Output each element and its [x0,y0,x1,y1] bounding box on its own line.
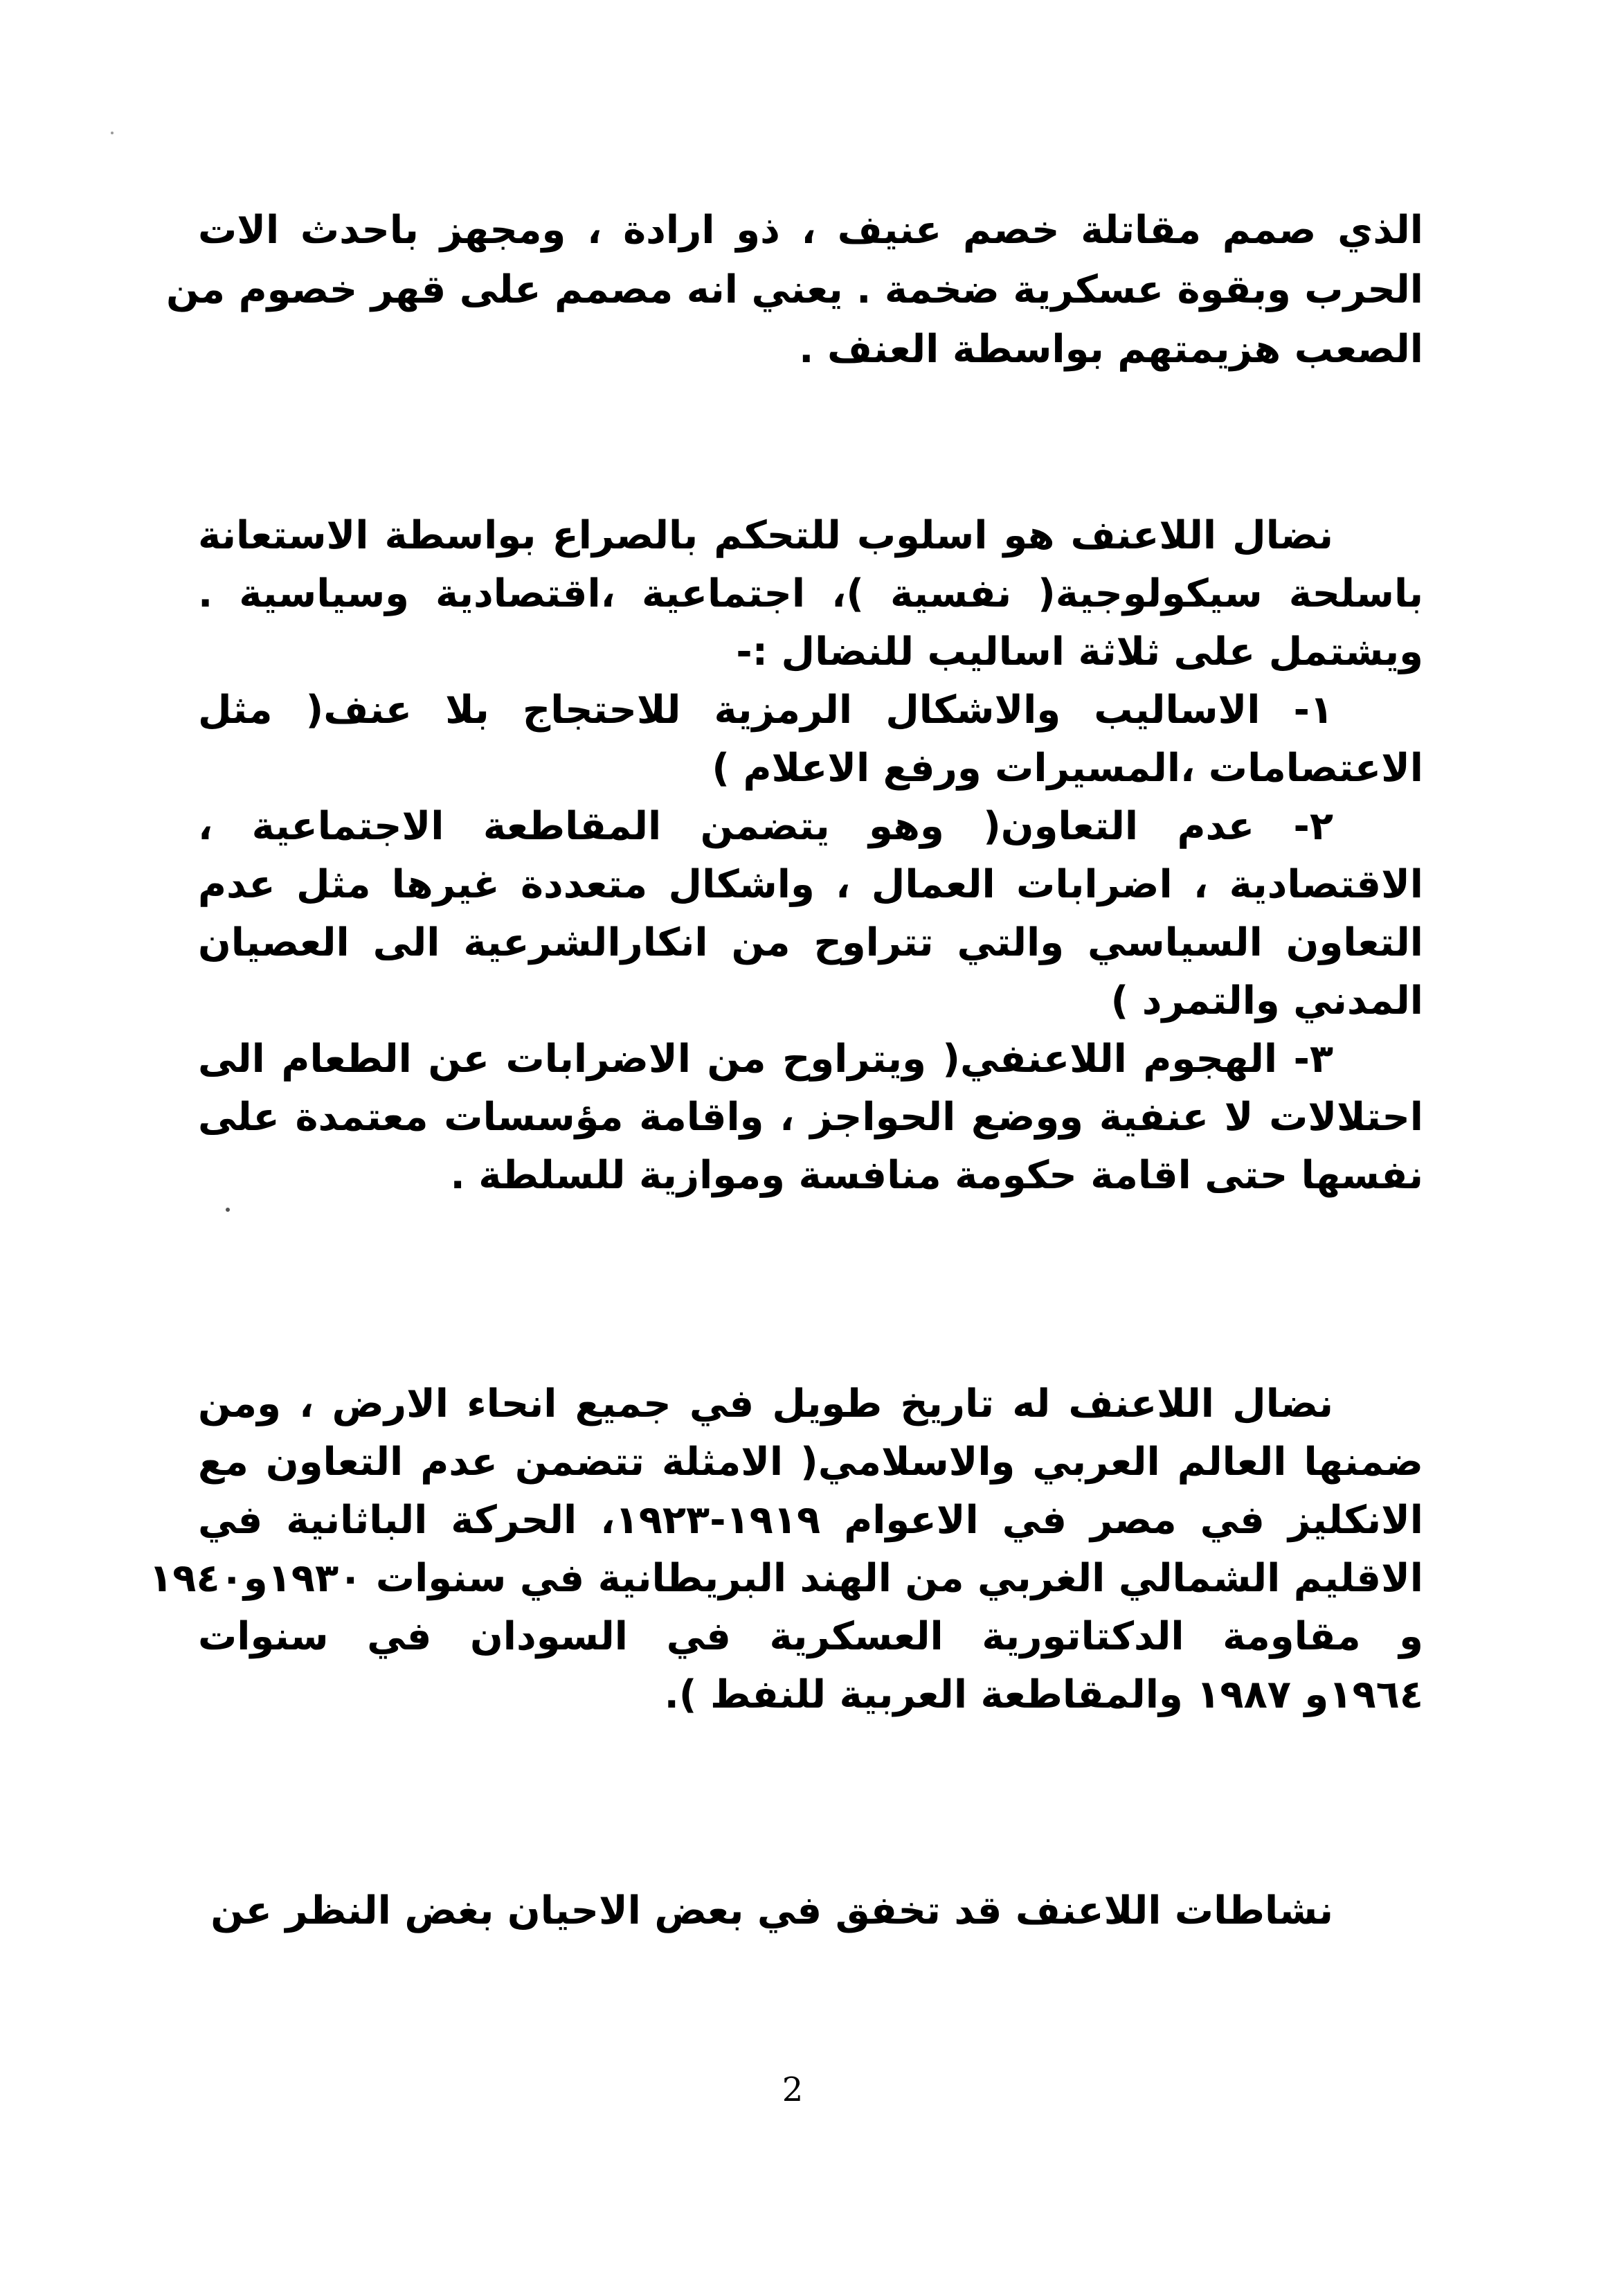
paragraph-1 [166,201,1423,379]
paragraph-1-line-1: الذي صمم مقاتلة خصم عنيف ، ذو ارادة ، ومجهز باحدث الات [198,208,1423,253]
list-item-2-line-1: ٢- عدم التعاون( وهو يتضمن المقاطعة الاجتماعية ، [198,804,1333,849]
scan-speck [111,132,114,134]
paragraph-3-line-4: الاقليم الشمالي الغربي من الهند البريطانية في سنوات ١٩٣٠و١٩٤٠ [149,1556,1423,1601]
page-number: 2 [782,2070,804,2109]
paragraph-3-line-5: و مقاومة الدكتاتورية العسكرية في السودان في سنوات [198,1614,1423,1659]
list-item-1-line-2: الاعتصامات ،المسيرات ورفع الاعلام ) [712,746,1423,791]
paragraph-3-line-3: الانكليز في مصر في الاعوام ١٩١٩-١٩٢٣، الحركة الباثانية في [198,1498,1423,1543]
paragraph-3-line-6: ١٩٦٤و ١٩٨٧ والمقاطعة العربية للنفط ). [664,1672,1423,1717]
list-item-3-line-3: نفسها حتى اقامة حكومة منافسة وموازية للسلطة . [450,1153,1423,1198]
scan-speck [226,1208,230,1212]
paragraph-2-line-2: باسلحة سيكولوجية( نفسية )، اجتماعية ،اقتصادية وسياسية . [198,571,1423,616]
paragraph-1-line-2: الحرب وبقوة عسكرية ضخمة . يعني انه مصمم على قهر خصوم من [166,267,1423,312]
list-item-3-line-2: احتلالات لا عنفية ووضع الحواجز ، واقامة مؤسسات معتمدة على [198,1095,1423,1140]
paragraph-3-line-1: نضال اللاعنف له تاريخ طويل في جميع انحاء الارض ، ومن [198,1381,1333,1426]
paragraph-3-line-2: ضمنها العالم العربي والاسلامي( الامثلة تتضمن عدم التعاون مع [198,1440,1423,1485]
list-item-2-line-2: الاقتصادية ، اضرابات العمال ، واشكال متعددة غيرها مثل عدم [198,862,1423,907]
paragraph-3 [149,1375,1423,1724]
list-item-1-line-1: ١- الاساليب والاشكال الرمزية للاحتجاج بلا عنف( مثل [198,688,1333,733]
list-item-3-line-1: ٣- الهجوم اللاعنفي( ويتراوح من الاضرابات عن الطعام الى [198,1037,1333,1082]
paragraph-4-line-1: نشاطات اللاعنف قد تخفق في بعض الاحيان بغض النظر عن [210,1888,1333,1933]
list-item-2-line-4: المدني والتمرد ) [1110,978,1423,1023]
list-item-2-line-3: التعاون السياسي والتي تتراوح من انكارالشرعية الى العصيان [198,920,1423,965]
paragraph-2-line-1: نضال اللاعنف هو اسلوب للتحكم بالصراع بواسطة الاستعانة [198,513,1333,558]
paragraph-4 [198,1882,1423,1940]
paragraph-1-line-3: الصعب هزيمتهم بواسطة العنف . [799,327,1423,372]
paragraph-2-line-3: ويشتمل على ثلاثة اساليب للنضال :- [736,629,1423,674]
paragraph-2 [198,507,1423,1205]
